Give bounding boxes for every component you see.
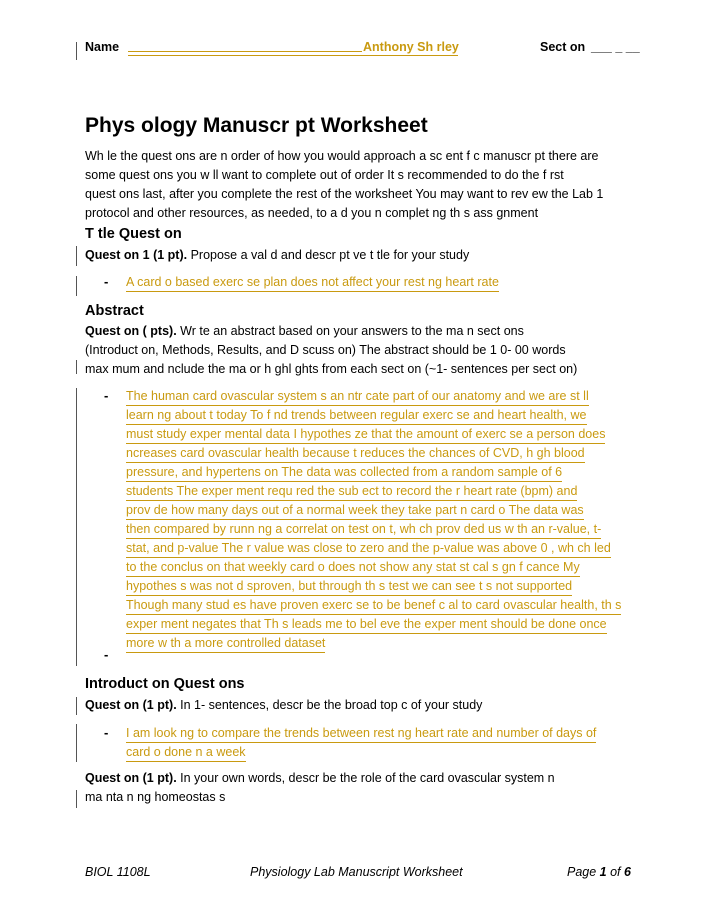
abstract-answer-line: to the conclus on that weekly card o does not show any stat st cal s gn f cance My <box>126 559 580 577</box>
intro-line: quest ons last, after you complete the rest of the worksheet You may want to rev ew the Lab 1 <box>85 187 604 201</box>
question-2 <box>85 322 577 379</box>
abstract-answer-line: must study exper mental data I hypothes ze that the amount of exerc se a person does <box>126 426 605 444</box>
abstract-heading: Abstract <box>85 303 144 319</box>
intro-paragraph <box>85 147 603 223</box>
question-2-text: Wr te an abstract based on your answers to the ma n sect ons <box>180 324 524 338</box>
question-1-text: Propose a val d and descr pt ve t tle for your study <box>190 248 470 262</box>
title-question-heading: T tle Quest on <box>85 226 182 242</box>
introduction-answer-line: I am look ng to compare the trends between rest ng heart rate and number of days of <box>126 725 596 743</box>
question-3-label: Quest on (1 pt). <box>85 698 177 712</box>
margin-bar <box>76 360 77 374</box>
abstract-answer-line: exper ment negates that Th s leads me to bel eve the exper ment should be done once <box>126 616 607 634</box>
bullet-dash: - <box>104 647 109 662</box>
abstract-answer-line: prov de how many days out of a normal week they take part n card o The data was <box>126 502 584 520</box>
margin-bar <box>76 697 77 715</box>
question-2-text: (Introduct on, Methods, Results, and D scuss on) The abstract should be 1 0- 00 words <box>85 343 566 357</box>
abstract-answer-line: stat, and p-value The r value was close to zero and the p-value was above 0 , wh ch led <box>126 540 611 558</box>
footer-document-title: Physiology Lab Manuscript Worksheet <box>250 865 463 879</box>
abstract-answer-line: students The exper ment requ red the sub ect to record the r heart rate (bpm) and <box>126 483 577 501</box>
intro-line: protocol and other resources, as needed, to a d you n complet ng th s ass gnment <box>85 206 539 220</box>
question-3-text: In 1- sentences, descr be the broad top c of your study <box>180 698 483 712</box>
abstract-answer-line: ncreases card ovascular health because t reduces the chances of CVD, h gh blood <box>126 445 585 463</box>
question-1-label: Quest on 1 (1 pt). <box>85 248 188 262</box>
bullet-dash: - <box>104 725 109 740</box>
abstract-answer-line: pressure, and hypertens on The data was collected from a random sample of 6 <box>126 464 562 482</box>
bullet-dash: - <box>104 388 109 403</box>
abstract-answer-line: hypothes s was not d sproven, but through th s test we can see t s not supported <box>126 578 572 596</box>
abstract-answer-line: Though many stud es have proven exerc se to be benef c al to card ovascular health, th s <box>126 597 621 615</box>
question-4-text: ma nta n ng homeostas s <box>85 790 226 804</box>
question-4 <box>85 769 555 807</box>
margin-bar <box>76 246 77 266</box>
abstract-answer-line: more w th a more controlled dataset <box>126 635 325 653</box>
name-label: Name <box>85 40 120 54</box>
question-1 <box>85 246 469 265</box>
margin-bar <box>76 42 77 60</box>
section-label: Sect on <box>540 40 586 54</box>
title-answer: A card o based exerc se plan does not affect your rest ng heart rate <box>126 274 499 292</box>
name-underline <box>128 51 362 52</box>
section-value: ___ _ __ <box>591 40 640 54</box>
student-name: Anthony Sh rley <box>363 40 459 54</box>
question-2-text: max mum and nclude the ma or h ghl ghts from each sect on (~1- sentences per sect on) <box>85 362 578 376</box>
question-3 <box>85 696 482 715</box>
intro-line: some quest ons you w ll want to complete out of order It s recommended to do the f rst <box>85 168 564 182</box>
footer-page-number: Page 1 of 6 <box>567 865 631 879</box>
question-4-text: In your own words, descr be the role of the card ovascular system n <box>180 771 555 785</box>
page-title: Phys ology Manuscr pt Worksheet <box>85 114 428 137</box>
introduction-answer-line: card o done n a week <box>126 744 246 762</box>
name-underline <box>128 55 458 56</box>
footer-course: BIOL 1108L <box>85 865 151 879</box>
abstract-answer-line: then compared by runn ng a correlat on test on t, wh ch prov ded us w th an r-value, t- <box>126 521 601 539</box>
margin-bar <box>76 388 77 666</box>
abstract-answer-line: learn ng about t today To f nd trends between regular exerc se and heart health, we <box>126 407 587 425</box>
intro-line: Wh le the quest ons are n order of how you would approach a sc ent f c manuscr pt there are <box>85 149 599 163</box>
margin-bar <box>76 790 77 808</box>
margin-bar <box>76 724 77 762</box>
margin-bar <box>76 276 77 296</box>
question-4-label: Quest on (1 pt). <box>85 771 177 785</box>
abstract-answer-line: The human card ovascular system s an ntr cate part of our anatomy and we are st ll <box>126 388 589 406</box>
introduction-heading: Introduct on Quest ons <box>85 676 245 692</box>
bullet-dash: - <box>104 274 109 289</box>
question-2-label: Quest on ( pts). <box>85 324 177 338</box>
